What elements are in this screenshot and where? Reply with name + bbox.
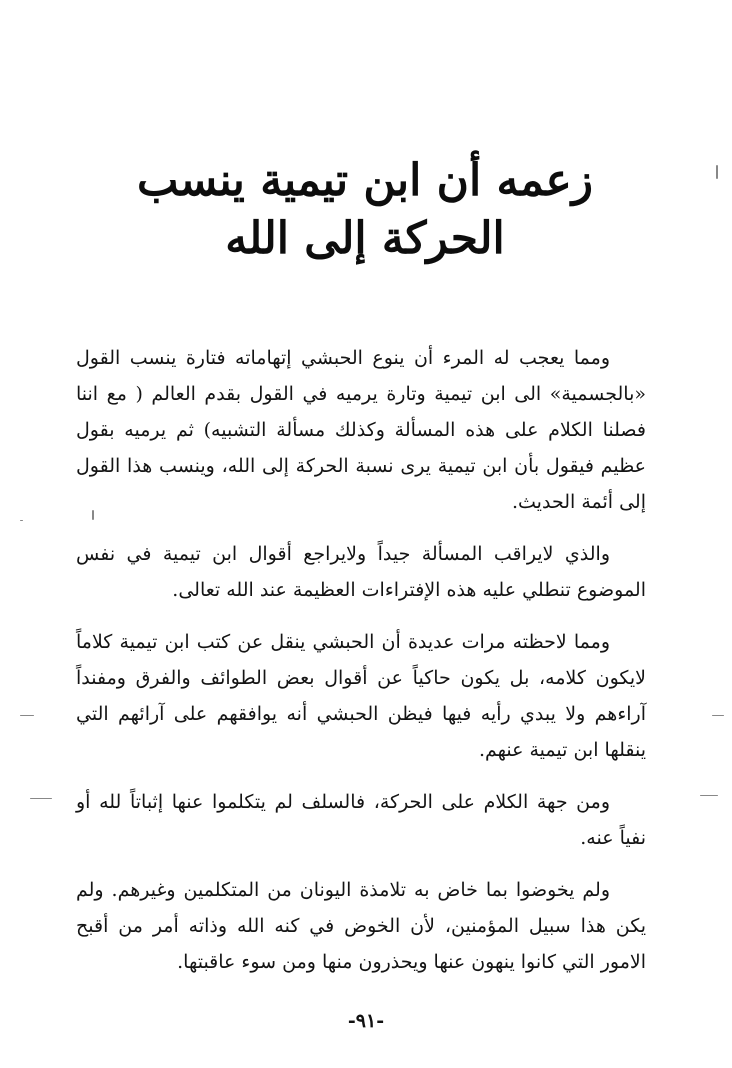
paragraph-1: ومما يعجب له المرء أن ينوع الحبشي إتهاماته فتارة ينسب القول «بالجسمية» الى ابن تيمية وتارة يرميه في القول بقدم العالم ( مع اننا فصلنا الكلام على هذه المسألة وكذلك مسألة التشبيه) ثم يرميه بقول عظيم فيقول بأن ابن تيمية يرى نسبة الحركة إلى الله، وينسب هذا القول إلى أئمة الحديث.	[76, 347, 646, 513]
paragraph-2: والذي لايراقب المسألة جيداً ولايراجع أقوال ابن تيمية في نفس الموضوع تنطلي عليه هذه الإفتراءات العظيمة عند الله تعالى.	[76, 543, 646, 601]
scan-speck	[716, 165, 718, 179]
paragraph-3: ومما لاحظته مرات عديدة أن الحبشي ينقل عن كتب ابن تيمية كلاماً لايكون كلامه، بل يكون حاكياً عن أقوال بعض الطوائف والفرق ومفنداً آراءهم ولا يبدي رأيه فيها فيظن الحبشي أنه يوافقهم على آرائهم التي ينقلها ابن تيمية عنهم.	[76, 631, 646, 761]
chapter-title-line-1: زعمه أن ابن تيمية ينسب	[136, 155, 594, 206]
paragraph-5: ولم يخوضوا بما خاض به تلامذة اليونان من المتكلمين وغيرهم. ولم يكن هذا سبيل المؤمنين، لأن الخوض في كنه الله وذاته أمر من أقبح الامور التي كانوا ينهون عنها ويحذرون منها ومن سوء عاقبتها.	[76, 879, 646, 973]
page-number: -٩١-	[347, 1010, 385, 1032]
scan-speck	[712, 715, 724, 716]
scan-speck	[700, 795, 718, 796]
chapter-title	[130, 150, 600, 270]
scan-speck	[20, 715, 34, 716]
paragraph-4: ومن جهة الكلام على الحركة، فالسلف لم يتكلموا عنها إثباتاً لله أو نفياً عنه.	[76, 791, 646, 849]
scan-speck	[92, 510, 94, 520]
scan-speck	[30, 798, 52, 799]
body-text	[76, 340, 646, 996]
scan-speck	[20, 520, 23, 521]
chapter-title-line-2: الحركة إلى الله	[225, 213, 505, 264]
